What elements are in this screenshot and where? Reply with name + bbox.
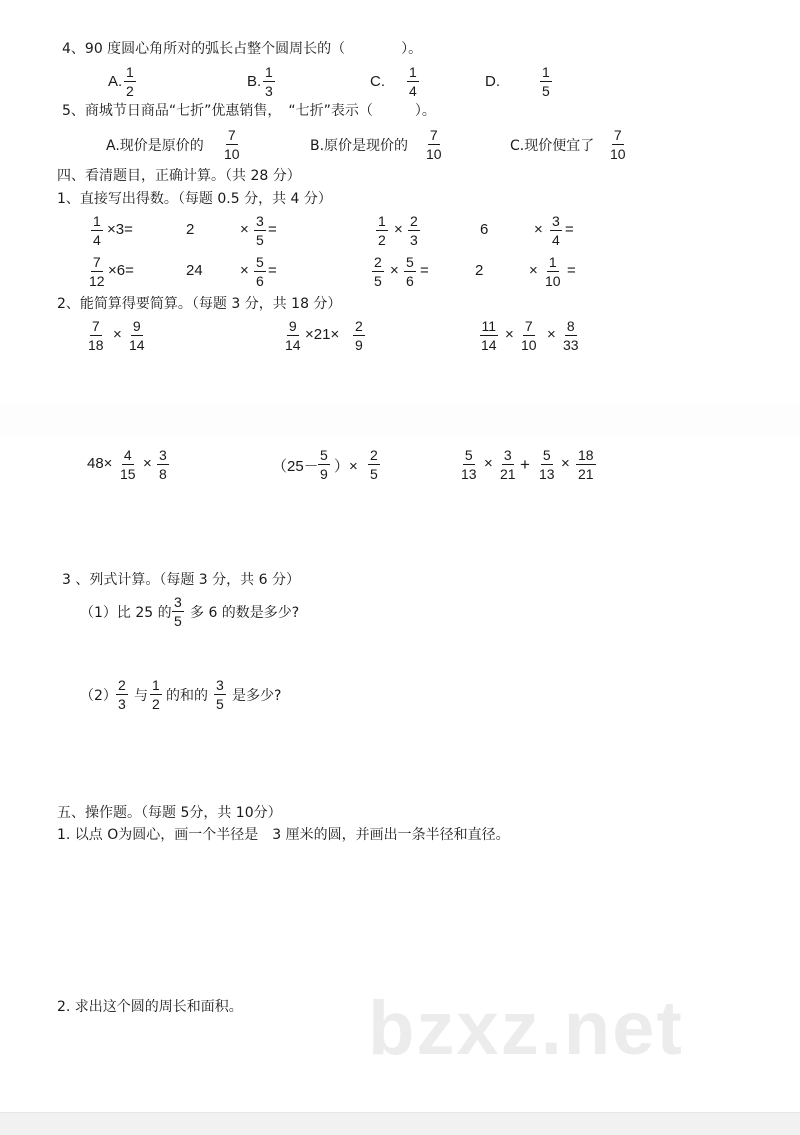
numerator: 18 xyxy=(578,447,594,463)
r2-a-tail: ×6= xyxy=(108,262,134,279)
e4-fraction-1 xyxy=(118,447,138,482)
page-break-band xyxy=(0,405,800,435)
numerator: 3 xyxy=(216,677,224,693)
q4-option-c-fraction xyxy=(407,64,419,99)
numerator: 3 xyxy=(503,447,512,463)
e1-fraction-2 xyxy=(127,318,147,353)
denominator: 6 xyxy=(256,273,264,289)
numerator: 5 xyxy=(256,254,264,270)
denominator: 2 xyxy=(378,232,386,248)
q5-option-b-fraction xyxy=(424,127,444,162)
r2-b-lead: 24 xyxy=(186,262,203,279)
q4-option-c-letter: C. xyxy=(370,73,385,90)
r2-c-op: × xyxy=(390,262,399,279)
e3-op-1: × xyxy=(505,326,514,343)
numerator: 5 xyxy=(406,254,414,270)
denominator: 14 xyxy=(481,337,497,353)
p3-q2-post: 是多少? xyxy=(232,688,282,704)
r1-d-eq: = xyxy=(565,221,574,238)
denominator: 5 xyxy=(174,613,182,629)
e2-fraction-2 xyxy=(353,318,365,353)
numerator: 7 xyxy=(429,127,438,143)
denominator: 10 xyxy=(224,146,240,162)
r2-d-lead: 2 xyxy=(475,262,484,279)
q5-option-c-fraction xyxy=(608,127,628,162)
r2-b-fraction xyxy=(254,254,266,289)
e6-op-1: × xyxy=(484,455,493,472)
q5-stem: 5、商城节日商品“七折”优惠销售， “七折”表示（ ）。 xyxy=(62,103,436,119)
q4-option-b-letter: B. xyxy=(247,73,262,90)
e6-op-2: × xyxy=(561,455,570,472)
denominator: 10 xyxy=(610,146,626,162)
q4-option-b-fraction xyxy=(263,64,275,99)
denominator: 9 xyxy=(320,466,328,482)
r1-d-fraction xyxy=(550,213,562,248)
r2-d-op: × xyxy=(529,262,538,279)
e4-fraction-2 xyxy=(157,447,169,482)
numerator: 8 xyxy=(566,318,575,334)
r1-b-fraction xyxy=(254,213,266,248)
part3-title: 3 、列式计算。（每题 3 分，共 6 分） xyxy=(62,572,300,588)
e6-plus: + xyxy=(520,455,530,474)
r1-a-tail: ×3= xyxy=(107,221,133,238)
e3-fraction-2 xyxy=(519,318,539,353)
denominator: 13 xyxy=(539,466,555,482)
q5-option-c-text: C.现价便宜了 xyxy=(510,138,595,154)
e4-op: × xyxy=(143,455,152,472)
numerator: 3 xyxy=(159,447,167,463)
e5-close: ）× xyxy=(334,458,358,475)
r1-c-fraction-2 xyxy=(408,213,420,248)
r1-b-eq: = xyxy=(268,221,277,238)
denominator: 6 xyxy=(406,273,414,289)
numerator: 5 xyxy=(542,447,551,463)
r2-b-eq: = xyxy=(268,262,277,279)
e5-open: （25－ xyxy=(272,458,319,475)
numerator: 2 xyxy=(410,213,418,229)
e3-op-2: × xyxy=(547,326,556,343)
denominator: 15 xyxy=(120,466,136,482)
e3-fraction-3 xyxy=(561,318,581,353)
numerator: 1 xyxy=(409,64,417,80)
bottom-band xyxy=(0,1112,800,1135)
e6-fraction-4 xyxy=(576,447,596,482)
denominator: 10 xyxy=(545,273,561,289)
denominator: 4 xyxy=(409,83,417,99)
p3-q1-post: 多 6 的数是多少? xyxy=(190,605,300,621)
numerator: 1 xyxy=(152,677,160,693)
denominator: 3 xyxy=(410,232,418,248)
numerator: 5 xyxy=(464,447,473,463)
numerator: 7 xyxy=(91,318,100,334)
numerator: 7 xyxy=(524,318,533,334)
q5-option-a-fraction xyxy=(222,127,242,162)
denominator: 8 xyxy=(159,466,167,482)
denominator: 21 xyxy=(578,466,594,482)
r2-b-op: × xyxy=(240,262,249,279)
p3-q2-mid1: 与 xyxy=(134,688,148,704)
denominator: 10 xyxy=(426,146,442,162)
e5-fraction-1 xyxy=(318,447,330,482)
e4-lead: 48× xyxy=(87,455,113,472)
numerator: 2 xyxy=(374,254,382,270)
numerator: 1 xyxy=(548,254,557,270)
numerator: 3 xyxy=(256,213,264,229)
denominator: 12 xyxy=(89,273,105,289)
denominator: 9 xyxy=(355,337,363,353)
section5-q2: 2. 求出这个圆的周长和面积。 xyxy=(57,999,243,1015)
numerator: 3 xyxy=(174,594,182,610)
numerator: 5 xyxy=(320,447,328,463)
e1-op: × xyxy=(113,326,122,343)
numerator: 4 xyxy=(123,447,132,463)
p3-q2-fraction-1 xyxy=(116,677,128,712)
q5-option-a-text: A.现价是原价的 xyxy=(106,138,204,154)
denominator: 18 xyxy=(88,337,104,353)
denominator: 5 xyxy=(216,696,224,712)
e6-fraction-1 xyxy=(459,447,479,482)
p3-q1-pre: （1）比 25 的 xyxy=(80,605,172,621)
section5-title: 五、操作题。（每题 5分，共 10分） xyxy=(57,805,282,821)
denominator: 13 xyxy=(461,466,477,482)
part2-title: 2、能简算得要简算。（每题 3 分，共 18 分） xyxy=(57,296,342,312)
denominator: 5 xyxy=(370,466,378,482)
r2-c-fraction-2 xyxy=(404,254,416,289)
denominator: 14 xyxy=(285,337,301,353)
numerator: 1 xyxy=(93,213,101,229)
r1-b-lead: 2 xyxy=(186,221,195,238)
q5-option-b-text: B.原价是现价的 xyxy=(310,138,409,154)
denominator: 5 xyxy=(374,273,382,289)
p3-q2-fraction-2 xyxy=(150,677,162,712)
q4-option-d-letter: D. xyxy=(485,73,500,90)
numerator: 2 xyxy=(355,318,363,334)
numerator: 7 xyxy=(92,254,101,270)
denominator: 14 xyxy=(129,337,145,353)
numerator: 9 xyxy=(132,318,141,334)
part1-title: 1、直接写出得数。（每题 0.5 分，共 4 分） xyxy=(57,191,332,207)
denominator: 33 xyxy=(563,337,579,353)
r2-c-fraction-1 xyxy=(372,254,384,289)
denominator: 21 xyxy=(500,466,516,482)
numerator: 7 xyxy=(227,127,236,143)
r2-d-fraction xyxy=(543,254,563,289)
section5-q1: 1. 以点 O为圆心，画一个半径是 3 厘米的圆，并画出一条半径和直径。 xyxy=(57,827,510,843)
denominator: 4 xyxy=(552,232,560,248)
r2-a-fraction xyxy=(87,254,107,289)
r2-c-eq: = xyxy=(420,262,429,279)
watermark: bzxz.net xyxy=(368,986,684,1071)
q4-option-d-fraction xyxy=(540,64,552,99)
denominator: 4 xyxy=(93,232,101,248)
r1-c-fraction-1 xyxy=(376,213,388,248)
p3-q1-fraction xyxy=(172,594,184,629)
e2-mid: ×21× xyxy=(305,326,340,343)
numerator: 11 xyxy=(481,318,497,334)
numerator: 2 xyxy=(370,447,378,463)
denominator: 2 xyxy=(152,696,160,712)
e2-fraction-1 xyxy=(283,318,303,353)
denominator: 3 xyxy=(265,83,273,99)
e6-fraction-3 xyxy=(537,447,557,482)
r1-d-lead: 6 xyxy=(480,221,489,238)
r2-d-eq: = xyxy=(567,262,576,279)
r1-a-fraction xyxy=(91,213,103,248)
numerator: 1 xyxy=(542,64,550,80)
q4-option-a-letter: A. xyxy=(108,73,123,90)
e3-fraction-1 xyxy=(479,318,499,353)
denominator: 2 xyxy=(126,83,134,99)
r1-b-op: × xyxy=(240,221,249,238)
numerator: 1 xyxy=(126,64,134,80)
numerator: 1 xyxy=(378,213,386,229)
r1-c-op: × xyxy=(394,221,403,238)
p3-q2-mid2: 的和的 xyxy=(166,688,208,704)
numerator: 7 xyxy=(613,127,622,143)
p3-q2-pre: （2） xyxy=(80,688,117,704)
p3-q2-fraction-3 xyxy=(214,677,226,712)
e1-fraction-1 xyxy=(86,318,106,353)
e6-fraction-2 xyxy=(498,447,518,482)
numerator: 9 xyxy=(288,318,297,334)
numerator: 2 xyxy=(118,677,126,693)
r1-d-op: × xyxy=(534,221,543,238)
q4-stem: 4、90 度圆心角所对的弧长占整个圆周长的（ ）。 xyxy=(62,41,423,57)
q4-option-a-fraction xyxy=(124,64,136,99)
e5-fraction-2 xyxy=(368,447,380,482)
denominator: 10 xyxy=(521,337,537,353)
numerator: 3 xyxy=(552,213,560,229)
denominator: 3 xyxy=(118,696,126,712)
section4-title: 四、看清题目，正确计算。（共 28 分） xyxy=(57,168,301,184)
denominator: 5 xyxy=(256,232,264,248)
denominator: 5 xyxy=(542,83,550,99)
numerator: 1 xyxy=(265,64,273,80)
